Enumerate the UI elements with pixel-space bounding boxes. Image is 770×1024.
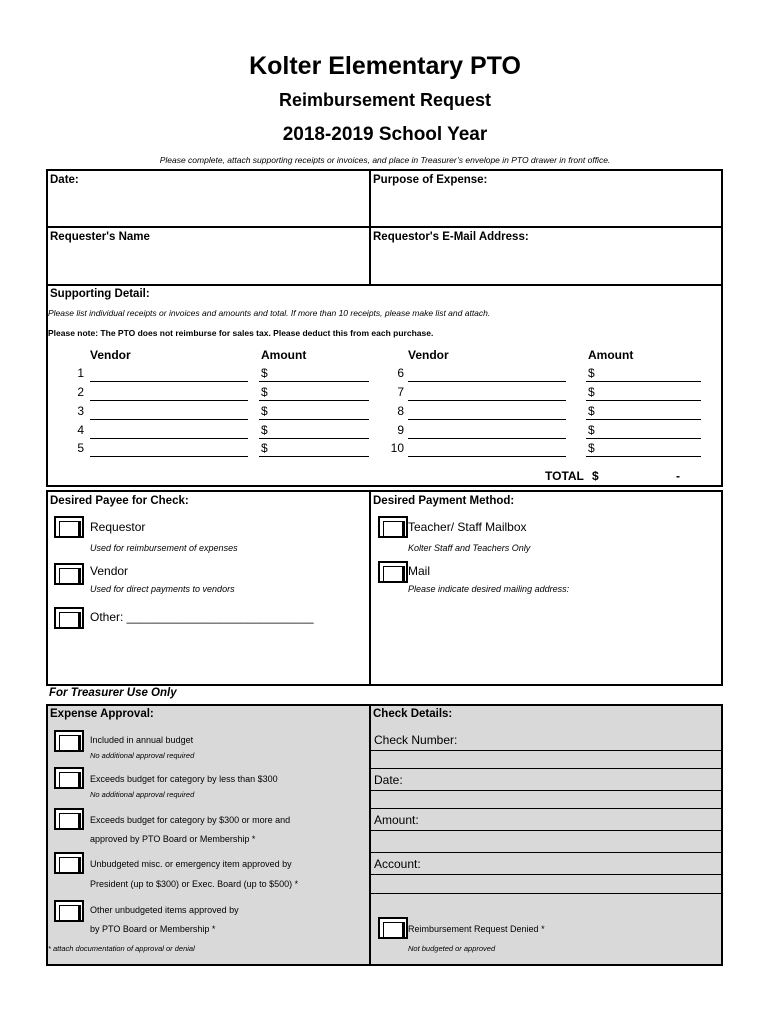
vendor-input-line[interactable]: [408, 438, 566, 439]
amount-input-line[interactable]: [259, 400, 369, 401]
amount-dollar-sign: $: [261, 441, 268, 455]
amount-input-line[interactable]: [586, 381, 701, 382]
amount-dollar-sign: $: [261, 385, 268, 399]
receipt-row-number: 7: [397, 385, 404, 399]
amount-input-line[interactable]: [259, 438, 369, 439]
form-subtitle: Reimbursement Request: [278, 90, 492, 110]
method-mail-label: Mail: [408, 564, 431, 578]
requester-email-field[interactable]: Requestor's E-Mail Address:: [373, 231, 529, 243]
vendor-header-right: Vendor: [408, 348, 449, 362]
approval-unbudgeted-line2: President (up to $300) or Exec. Board (up to $500) *: [90, 879, 299, 889]
amount-input-line[interactable]: [586, 400, 701, 401]
vendor-input-line[interactable]: [90, 419, 248, 420]
request-denied-checkbox[interactable]: [378, 917, 408, 939]
payee-vendor-note: Used for direct payments to vendors: [90, 584, 235, 594]
instructions: Please complete, attach supporting receipts or invoices, and place in Treasurer’s envelope in PTO drawer in front office.: [159, 155, 611, 165]
payee-requestor-checkbox[interactable]: [54, 516, 84, 538]
receipt-row-number: 5: [77, 441, 84, 455]
check-amount-field[interactable]: Amount:: [374, 813, 419, 827]
amount-dollar-sign: $: [588, 366, 595, 380]
check-number-field[interactable]: Check Number:: [374, 733, 458, 747]
method-mailbox-label: Teacher/ Staff Mailbox: [408, 520, 527, 534]
approval-unbudgeted-label: Unbudgeted misc. or emergency item approved by: [90, 859, 292, 869]
request-denied-note: Not budgeted or approved: [408, 944, 496, 953]
vendor-input-line[interactable]: [408, 419, 566, 420]
supporting-note-1: Please list individual receipts or invoices and amounts and total. If more than 10 receipts, please make list and attach.: [48, 308, 491, 318]
approval-under-300-label: Exceeds budget for category by less than $300: [90, 774, 278, 784]
amount-input-line[interactable]: [259, 456, 369, 457]
approval-under-300-note: No additional approval required: [90, 790, 195, 799]
approval-footnote: * attach documentation of approval or denial: [48, 944, 195, 953]
amount-header-right: Amount: [588, 348, 634, 362]
supporting-detail-title: Supporting Detail:: [50, 288, 150, 300]
approval-under-300-checkbox[interactable]: [54, 767, 84, 789]
vendor-input-line[interactable]: [408, 456, 566, 457]
payee-requestor-note: Used for reimbursement of expenses: [90, 543, 238, 553]
amount-input-line[interactable]: [586, 438, 701, 439]
vendor-input-line[interactable]: [90, 400, 248, 401]
approval-annual-budget-label: Included in annual budget: [90, 735, 194, 745]
approval-other-label: Other unbudgeted items approved by: [90, 905, 239, 915]
receipt-row-number: 4: [77, 423, 84, 437]
check-details-title: Check Details:: [373, 708, 453, 720]
approval-annual-budget-note: No additional approval required: [90, 751, 195, 760]
amount-dollar-sign: $: [588, 385, 595, 399]
payee-other-checkbox[interactable]: [54, 607, 84, 629]
receipt-row-number: 8: [397, 404, 404, 418]
receipt-row-number: 2: [77, 385, 84, 399]
amount-dollar-sign: $: [588, 404, 595, 418]
school-year: 2018-2019 School Year: [282, 124, 488, 145]
request-denied-label: Reimbursement Request Denied *: [408, 924, 545, 934]
approval-other-checkbox[interactable]: [54, 900, 84, 922]
purpose-field[interactable]: Purpose of Expense:: [373, 174, 488, 186]
amount-dollar-sign: $: [261, 404, 268, 418]
payee-vendor-checkbox[interactable]: [54, 563, 84, 585]
check-date-field[interactable]: Date:: [374, 773, 403, 787]
payee-vendor-label: Vendor: [90, 564, 129, 578]
total-value: -: [676, 469, 680, 483]
requester-name-field[interactable]: Requester's Name: [50, 231, 150, 243]
approval-annual-budget-checkbox[interactable]: [54, 730, 84, 752]
supporting-note-2: Please note: The PTO does not reimburse for sales tax. Please deduct this from each purchase.: [48, 328, 434, 338]
receipt-row-number: 6: [397, 366, 404, 380]
method-mail-note: Please indicate desired mailing address:: [408, 584, 570, 594]
amount-input-line[interactable]: [586, 419, 701, 420]
total-label: TOTAL: [545, 469, 584, 483]
payment-method-title: Desired Payment Method:: [373, 495, 515, 507]
amount-input-line[interactable]: [259, 381, 369, 382]
amount-dollar-sign: $: [588, 441, 595, 455]
payee-requestor-label: Requestor: [90, 520, 146, 534]
approval-other-line2: by PTO Board or Membership *: [90, 924, 216, 934]
approval-unbudgeted-checkbox[interactable]: [54, 852, 84, 874]
vendor-header-left: Vendor: [90, 348, 131, 362]
method-mailbox-note: Kolter Staff and Teachers Only: [408, 543, 531, 553]
expense-approval-title: Expense Approval:: [50, 708, 154, 720]
receipt-row-number: 10: [390, 441, 404, 455]
amount-input-line[interactable]: [586, 456, 701, 457]
vendor-input-line[interactable]: [90, 438, 248, 439]
payee-title: Desired Payee for Check:: [50, 495, 189, 507]
total-dollar: $: [592, 469, 599, 483]
receipt-row-number: 3: [77, 404, 84, 418]
amount-dollar-sign: $: [261, 423, 268, 437]
vendor-input-line[interactable]: [90, 381, 248, 382]
approval-over-300-label: Exceeds budget for category by $300 or more and: [90, 815, 291, 825]
vendor-input-line[interactable]: [408, 400, 566, 401]
approval-over-300-checkbox[interactable]: [54, 808, 84, 830]
approval-over-300-line2: approved by PTO Board or Membership *: [90, 834, 256, 844]
amount-header-left: Amount: [261, 348, 307, 362]
vendor-input-line[interactable]: [408, 381, 566, 382]
method-mailbox-checkbox[interactable]: [378, 516, 408, 538]
amount-dollar-sign: $: [261, 366, 268, 380]
receipt-row-number: 9: [397, 423, 404, 437]
amount-dollar-sign: $: [588, 423, 595, 437]
payee-other-label: Other: ____________________________: [90, 610, 314, 624]
amount-input-line[interactable]: [259, 419, 369, 420]
receipt-row-number: 1: [77, 366, 84, 380]
check-account-field[interactable]: Account:: [374, 857, 421, 871]
date-field[interactable]: Date:: [50, 174, 79, 186]
vendor-input-line[interactable]: [90, 456, 248, 457]
page-title: Kolter Elementary PTO: [249, 52, 521, 80]
treasurer-heading: For Treasurer Use Only: [49, 687, 177, 699]
method-mail-checkbox[interactable]: [378, 561, 408, 583]
